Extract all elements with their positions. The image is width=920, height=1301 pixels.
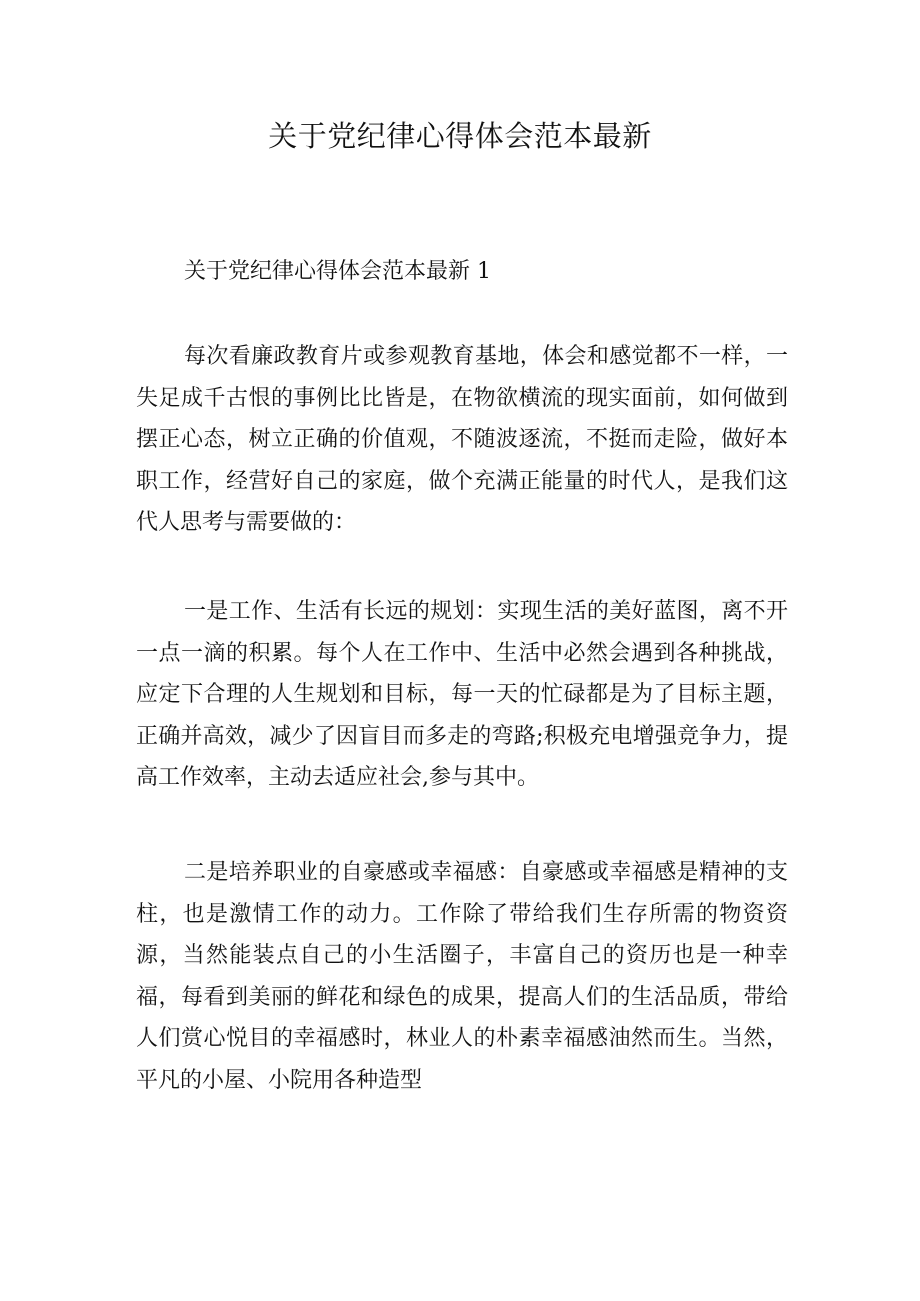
paragraph-3: 二是培养职业的自豪感或幸福感：自豪感或幸福感是精神的支柱，也是激情工作的动力。工作除了带给我们生存所需的物资资源，当然能装点自己的小生活圈子，丰富自己的资历也是一种幸福，每看到美丽的鲜花和绿色的成果，提高人们的生活品质，带给人们赏心悦目的幸福感时，林业人的朴素幸福感油然而生。当然，平凡的小屋、小院用各种造型	[136, 860, 788, 1093]
paragraph-1: 每次看廉政教育片或参观教育基地，体会和感觉都不一样，一失足成千古恨的事例比比皆是，在物欲横流的现实面前，如何做到摆正心态，树立正确的价值观，不随波逐流，不挺而走险，做好本职工作，经营好自己的家庭，做个充满正能量的时代人，是我们这代人思考与需要做的：	[136, 344, 788, 535]
document-title: 关于党纪律心得体会范本最新	[268, 119, 652, 153]
section-heading: 关于党纪律心得体会范本最新 1	[184, 259, 491, 284]
paragraph-2: 一是工作、生活有长远的规划：实现生活的美好蓝图，离不开一点一滴的积累。每个人在工作中、生活中必然会遇到各种挑战，应定下合理的人生规划和目标，每一天的忙碌都是为了目标主题，正确并高效，减少了因盲目而多走的弯路;积极充电增强竞争力，提高工作效率，主动去适应社会,参与其中。	[136, 599, 788, 790]
